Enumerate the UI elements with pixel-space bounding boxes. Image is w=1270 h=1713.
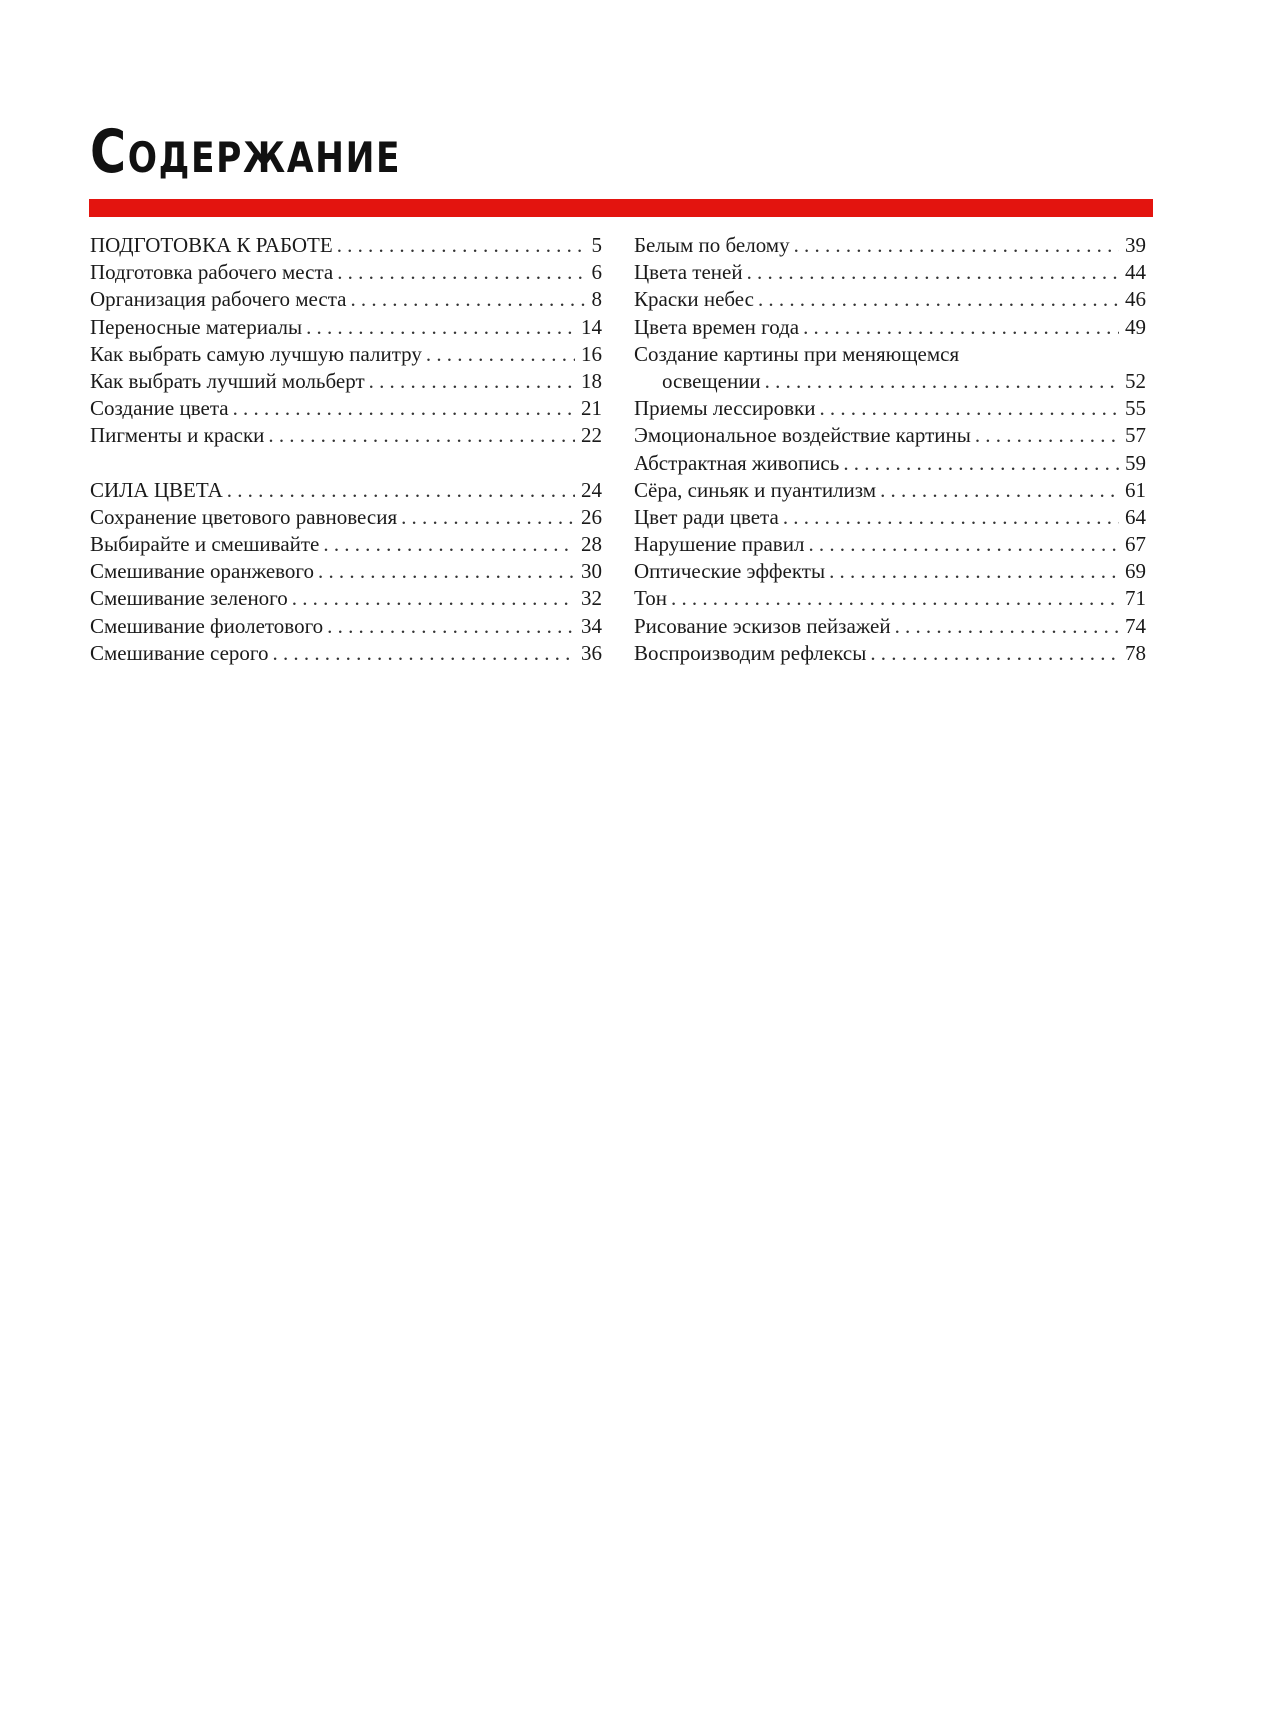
toc-page-number: 59: [1125, 450, 1146, 475]
toc-leader: [350, 286, 585, 313]
toc-leader: [426, 341, 575, 368]
toc-entry-title: Выбирайте и смешивайте: [90, 532, 320, 557]
toc-leader: [273, 640, 575, 667]
toc-page-number: 26: [581, 504, 602, 529]
toc-leader: [758, 286, 1119, 313]
toc-page-number: 34: [581, 613, 602, 638]
toc-page-number: 57: [1125, 423, 1146, 448]
toc-leader: [671, 585, 1119, 612]
toc-entry[interactable]: [634, 558, 1146, 585]
toc-entry-title: Смешивание оранжевого: [90, 559, 315, 584]
toc-leader: [323, 531, 575, 558]
toc-entry-title: Эмоциональное воздействие картины: [634, 423, 971, 448]
toc-leader: [292, 585, 575, 612]
toc-leader: [318, 558, 575, 585]
toc-page-number: 49: [1125, 314, 1146, 339]
toc-entry[interactable]: [634, 585, 1146, 612]
toc-page-number: 64: [1125, 504, 1146, 529]
toc-entry-title: Смешивание зеленого: [90, 586, 288, 611]
toc-leader: [783, 504, 1119, 531]
toc-leader: [803, 314, 1119, 341]
toc-entry-title: Абстрактная живопись: [634, 450, 840, 475]
toc-entry-title: Смешивание фиолетового: [90, 613, 324, 638]
toc-leader: [369, 368, 575, 395]
toc-page-number: 44: [1125, 260, 1146, 285]
toc-section-gap: [90, 450, 602, 477]
toc-entry-title: Рисование эскизов пейзажей: [634, 613, 891, 638]
toc-entry[interactable]: [90, 422, 602, 449]
toc-entry[interactable]: [634, 368, 1146, 395]
toc-entry-title: Организация рабочего места: [90, 287, 347, 312]
toc-page-number: 8: [591, 287, 602, 312]
toc-leader: [306, 314, 575, 341]
toc-page-number: 74: [1125, 613, 1146, 638]
toc-page-number: 71: [1125, 586, 1146, 611]
toc-entry[interactable]: [90, 368, 602, 395]
toc-entry-title-line1[interactable]: Создание картины при меняющемся: [634, 341, 960, 366]
toc-section-heading[interactable]: [90, 477, 602, 504]
toc-entry-title: Цвет ради цвета: [634, 504, 779, 529]
toc-entry[interactable]: [90, 341, 602, 368]
toc-entry[interactable]: [90, 531, 602, 558]
toc-page-number: 46: [1125, 287, 1146, 312]
toc-entry[interactable]: [90, 504, 602, 531]
toc-page-number: 6: [591, 260, 602, 285]
toc-page-number: 14: [581, 314, 602, 339]
toc-entry-title: Тон: [634, 586, 667, 611]
toc-entry-title-line2: освещении: [662, 368, 761, 393]
toc-page-number: 5: [591, 233, 602, 257]
title-rule: [89, 199, 1153, 217]
toc-page-number: 30: [581, 559, 602, 584]
toc-entry-title: Нарушение правил: [634, 532, 805, 557]
toc-entry[interactable]: [634, 504, 1146, 531]
toc-entry-title: Цвета теней: [634, 260, 743, 285]
toc-page-number: 22: [581, 423, 602, 448]
toc-entry-title: Переносные материалы: [90, 314, 303, 339]
toc-entry[interactable]: [634, 640, 1146, 667]
toc-leader: [880, 477, 1119, 504]
toc-page-number: 67: [1125, 532, 1146, 557]
toc-right-column: [634, 232, 1146, 667]
toc-leader: [794, 232, 1119, 259]
toc-leader: [829, 558, 1119, 585]
toc-leader: [268, 422, 575, 449]
toc-section-heading[interactable]: [90, 232, 602, 259]
toc-entry[interactable]: [634, 422, 1146, 449]
toc-entry-title: Цвета времен года: [634, 314, 800, 339]
toc-page-number: 55: [1125, 396, 1146, 421]
toc-page-number: 32: [581, 586, 602, 611]
toc-entry-title: Пигменты и краски: [90, 423, 265, 448]
toc-leader: [233, 395, 575, 422]
toc-entry-title: Оптические эффекты: [634, 559, 826, 584]
toc-leader: [843, 450, 1119, 477]
toc-leader: [870, 640, 1119, 667]
toc-entry-title: Краски небес: [634, 287, 754, 312]
toc-entry-title: СИЛА ЦВЕТА: [90, 477, 223, 502]
toc-page-number: 28: [581, 532, 602, 557]
toc-entry[interactable]: [634, 232, 1146, 259]
toc-entry-title: Сохранение цветового равновесия: [90, 504, 398, 529]
toc-leader: [327, 613, 575, 640]
toc-leader: [975, 422, 1119, 449]
toc-entry-title: Как выбрать лучший мольберт: [90, 368, 365, 393]
toc-entry[interactable]: [90, 585, 602, 612]
toc-leader: [819, 395, 1119, 422]
toc-page-number: 16: [581, 341, 602, 366]
toc-entry[interactable]: [90, 286, 602, 313]
toc-entry[interactable]: [90, 640, 602, 667]
toc-leader: [895, 613, 1119, 640]
toc-entry-title: Как выбрать самую лучшую палитру: [90, 341, 422, 366]
toc-entry[interactable]: [634, 286, 1146, 313]
toc-entry[interactable]: [634, 450, 1146, 477]
toc-entry[interactable]: [634, 314, 1146, 341]
toc-entry[interactable]: [634, 259, 1146, 286]
toc-page-number: 61: [1125, 477, 1146, 502]
toc-page-number: 24: [581, 477, 602, 502]
toc-entry-title: Белым по белому: [634, 233, 790, 257]
toc-entry[interactable]: [634, 613, 1146, 640]
toc-leader: [227, 477, 575, 504]
toc-entry[interactable]: [90, 558, 602, 585]
toc-entry[interactable]: [90, 314, 602, 341]
toc-entry-title: Подготовка рабочего места: [90, 260, 334, 285]
toc-entry-title: Сёра, синьяк и пуантилизм: [634, 477, 877, 502]
toc-entry[interactable]: [634, 395, 1146, 422]
toc-entry-title: Воспроизводим рефлексы: [634, 640, 867, 665]
toc-page-number: 52: [1125, 368, 1146, 393]
toc-page-number: 21: [581, 396, 602, 421]
toc-leader: [337, 259, 585, 286]
toc-entry[interactable]: [90, 613, 602, 640]
toc-leader: [808, 531, 1119, 558]
page-title: Содержание: [90, 117, 402, 187]
toc-entry-title: ПОДГОТОВКА К РАБОТЕ: [90, 233, 333, 257]
toc-left-column: [90, 232, 602, 667]
toc-entry-title: Приемы лессировки: [634, 396, 816, 421]
toc-leader: [401, 504, 575, 531]
toc-page-number: 39: [1125, 233, 1146, 257]
toc-entry[interactable]: [634, 531, 1146, 558]
toc-leader: [747, 259, 1119, 286]
toc-page-number: 78: [1125, 640, 1146, 665]
toc-entry-title: Создание цвета: [90, 396, 229, 421]
toc-entry[interactable]: [634, 477, 1146, 504]
toc-leader: [765, 368, 1119, 395]
toc-leader: [337, 232, 586, 259]
toc-page-number: 69: [1125, 559, 1146, 584]
toc-page-number: 36: [581, 640, 602, 665]
toc-entry[interactable]: [90, 259, 602, 286]
toc-entry-title: Смешивание серого: [90, 640, 269, 665]
toc-entry[interactable]: [90, 395, 602, 422]
toc-page-number: 18: [581, 368, 602, 393]
